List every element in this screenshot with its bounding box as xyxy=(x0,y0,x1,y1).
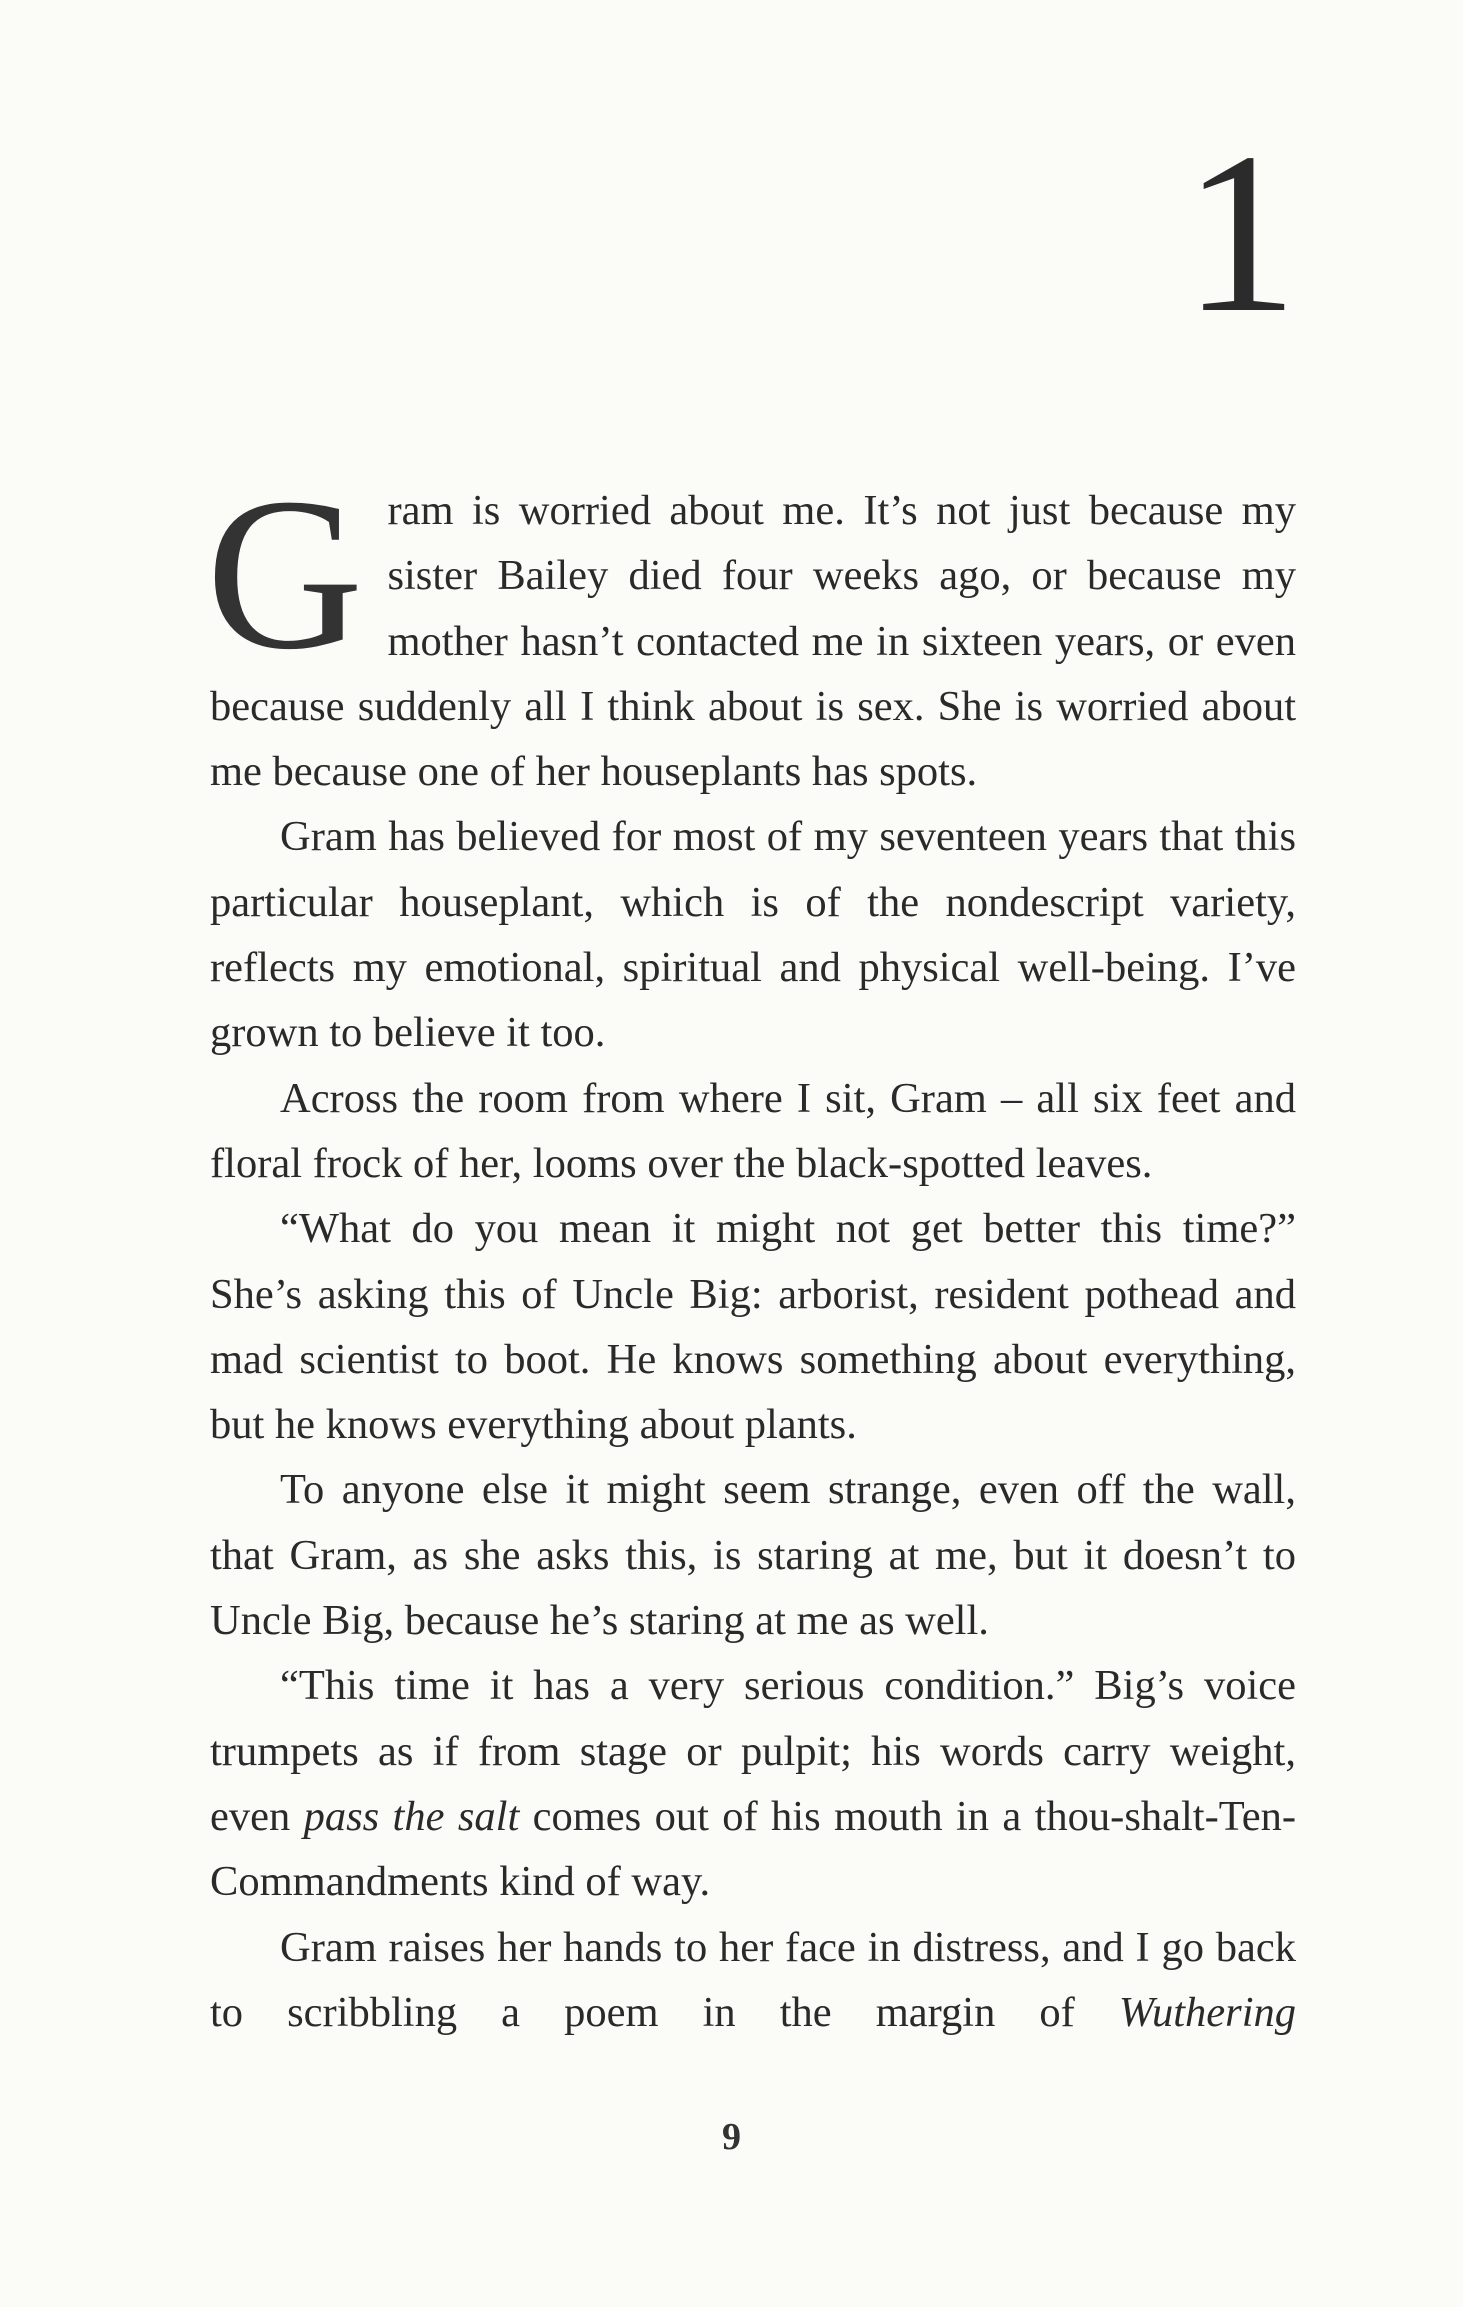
paragraph xyxy=(210,1915,1296,2046)
paragraph-text: Gram raises her hands to her face in distress, and I go back to scribbling a poem in the margin of xyxy=(210,1923,1296,2036)
paragraph: “What do you mean it might not get better this time?” She’s asking this of Uncle Big: arborist, resident pothead and mad scientist to boot. He knows something about everything, but he knows everything about plants. xyxy=(210,1205,1296,1449)
page-number: 9 xyxy=(722,2116,741,2158)
paragraph xyxy=(210,1653,1296,1914)
paragraph-text: ram is worried about me. It’s not just because my sister Bailey died four weeks ago, or because my mother hasn’t contacted me in sixteen years, or even because suddenly all I think about is sex. She is worried about me because one of her houseplants has spots. xyxy=(210,487,1296,796)
chapter-number: 1 xyxy=(1183,105,1298,360)
paragraph: To anyone else it might seem strange, even off the wall, that Gram, as she asks this, is staring at me, but it doesn’t to Uncle Big, because he’s staring at me as well. xyxy=(210,1466,1296,1645)
paragraph xyxy=(206,454,1296,804)
paragraph-text: “This time it has a very serious condition.” Big’s voice trumpets as if from stage or pulpit; his words carry weight, even xyxy=(210,1662,1296,1840)
body-text xyxy=(206,454,1297,2045)
paragraph-text: comes out of his mouth in a thou-shalt-Ten-Commandments kind of way. xyxy=(210,1792,1297,1906)
italic-phrase: pass the salt xyxy=(303,1792,520,1840)
paragraph: Across the room from where I sit, Gram – all six feet and floral frock of her, looms over the black-spotted leaves. xyxy=(210,1074,1296,1187)
drop-cap: G xyxy=(206,454,364,695)
paragraph: Gram has believed for most of my seventeen years that this particular houseplant, which is of the nondescript variety, reflects my emotional, spiritual and physical well-being. I’ve grown to believe it too. xyxy=(210,813,1296,1057)
italic-title: Wuthering xyxy=(1118,1988,1296,2036)
